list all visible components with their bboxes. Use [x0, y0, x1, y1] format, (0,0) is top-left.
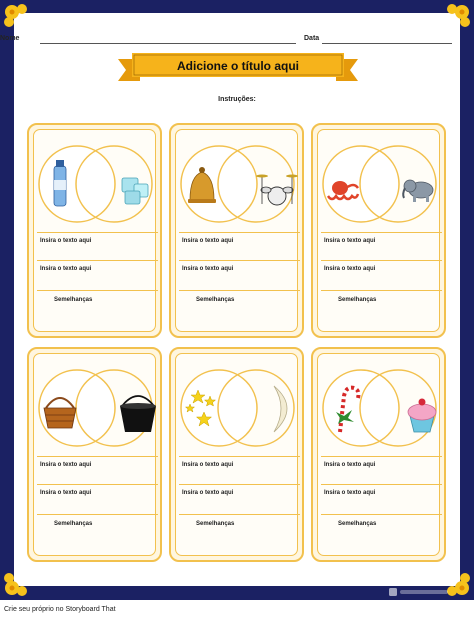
similarities-field[interactable]: Semelhanças: [338, 297, 377, 303]
venn-diagram: [318, 136, 441, 226]
divider: [179, 260, 300, 261]
storyboard-logo-icon: [389, 587, 451, 597]
divider: [37, 514, 158, 515]
venn-diagram: [176, 136, 299, 226]
date-line[interactable]: [322, 43, 452, 44]
comparison-card: [311, 347, 446, 562]
flower-corner-icon: [2, 558, 42, 598]
card-panel: [317, 353, 440, 556]
card-panel: [33, 353, 156, 556]
venn-diagram: [34, 360, 157, 450]
cupcake-icon: [408, 399, 436, 433]
water-bottle-icon: [54, 160, 66, 206]
text-field[interactable]: Insira o texto aqui: [324, 238, 376, 244]
similarities-field[interactable]: Semelhanças: [338, 521, 377, 527]
text-field[interactable]: Insira o texto aqui: [40, 238, 92, 244]
venn-diagram: [34, 136, 157, 226]
comparison-card: [27, 123, 162, 338]
similarities-field[interactable]: Semelhanças: [196, 297, 235, 303]
instructions-label: Instruções:: [218, 96, 256, 103]
bucket-icon: [120, 396, 156, 432]
flower-corner-icon: [432, 2, 472, 42]
text-field[interactable]: Insira o texto aqui: [182, 266, 234, 272]
footer-link[interactable]: Crie seu próprio no Storyboard That: [4, 606, 116, 613]
comparison-card: [27, 347, 162, 562]
card-panel: [317, 129, 440, 332]
comparison-card: [169, 347, 304, 562]
comparison-card: [311, 123, 446, 338]
name-label: Nome: [0, 35, 20, 42]
divider: [179, 232, 300, 233]
text-field[interactable]: Insira o texto aqui: [324, 462, 376, 468]
divider: [179, 514, 300, 515]
divider: [37, 484, 158, 485]
divider: [179, 456, 300, 457]
text-field[interactable]: Insira o texto aqui: [40, 490, 92, 496]
venn-diagram: [318, 360, 441, 450]
text-field[interactable]: Insira o texto aqui: [182, 490, 234, 496]
similarities-field[interactable]: Semelhanças: [54, 297, 93, 303]
text-field[interactable]: Insira o texto aqui: [182, 238, 234, 244]
comparison-card: [169, 123, 304, 338]
text-field[interactable]: Insira o texto aqui: [324, 490, 376, 496]
divider: [179, 484, 300, 485]
date-label: Data: [304, 35, 320, 42]
divider: [321, 484, 442, 485]
divider: [321, 514, 442, 515]
card-panel: [175, 129, 298, 332]
text-field[interactable]: Insira o texto aqui: [40, 266, 92, 272]
similarities-field[interactable]: Semelhanças: [196, 521, 235, 527]
divider: [179, 290, 300, 291]
text-field[interactable]: Insira o texto aqui: [182, 462, 234, 468]
divider: [37, 232, 158, 233]
card-panel: [33, 129, 156, 332]
divider: [321, 232, 442, 233]
ice-cubes-icon: [122, 178, 148, 204]
divider: [37, 260, 158, 261]
card-panel: [175, 353, 298, 556]
divider: [37, 290, 158, 291]
text-field[interactable]: Insira o texto aqui: [324, 266, 376, 272]
drum-kit-icon: [256, 175, 298, 206]
page-title[interactable]: Adicione o título aqui: [177, 59, 299, 73]
divider: [37, 456, 158, 457]
venn-diagram: [176, 360, 299, 450]
divider: [321, 456, 442, 457]
divider: [321, 290, 442, 291]
divider: [321, 260, 442, 261]
similarities-field[interactable]: Semelhanças: [54, 521, 93, 527]
name-line[interactable]: [40, 43, 296, 44]
elephant-icon: [403, 180, 433, 202]
crescent-moon-icon: [266, 386, 287, 432]
text-field[interactable]: Insira o texto aqui: [40, 462, 92, 468]
